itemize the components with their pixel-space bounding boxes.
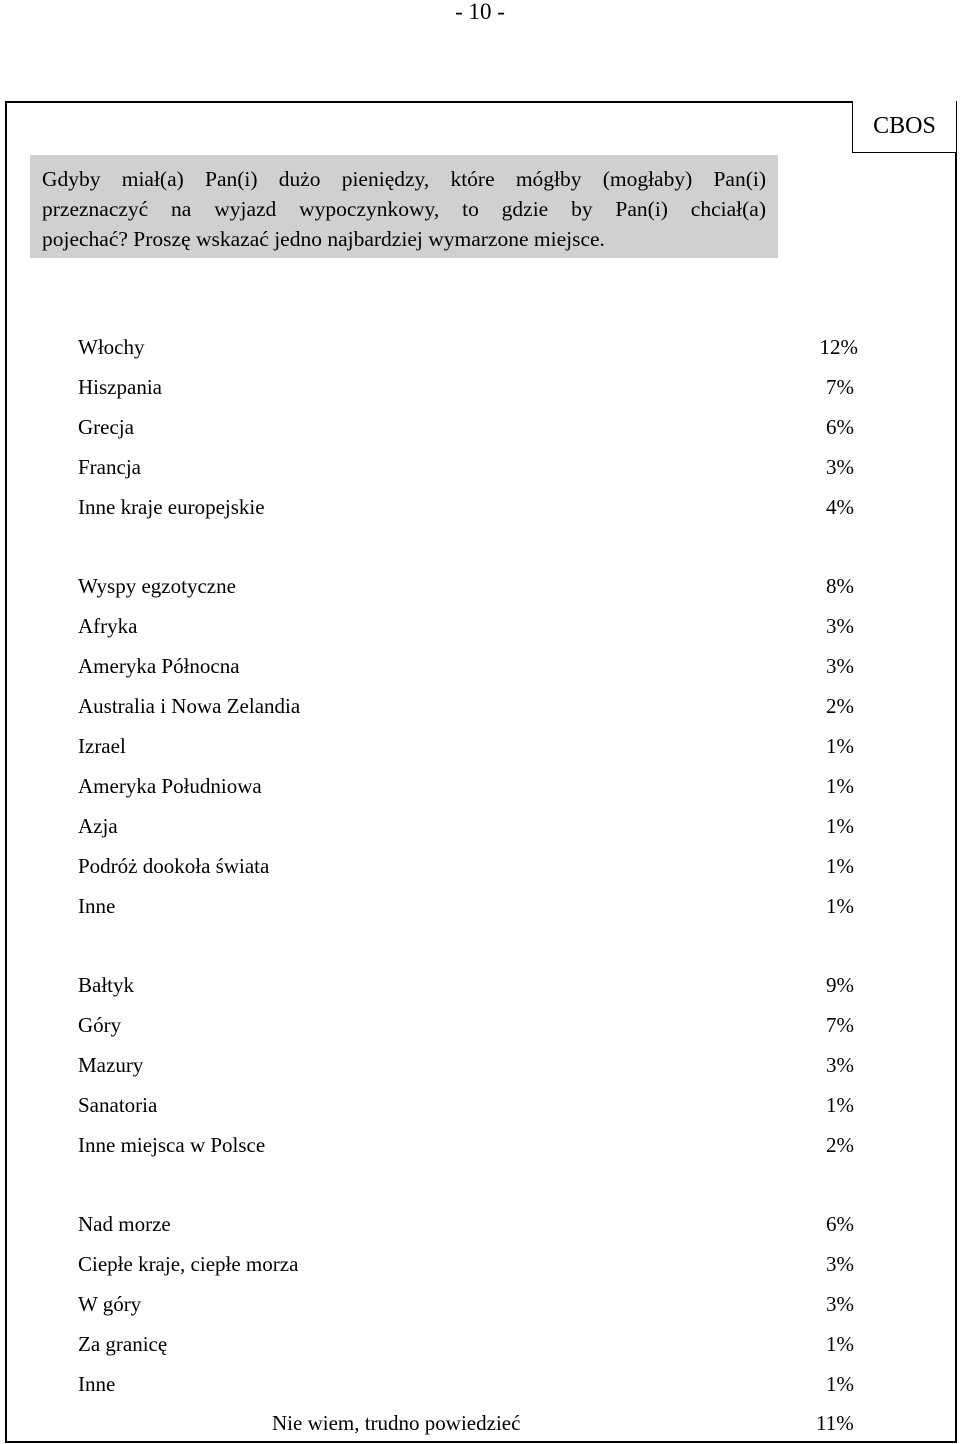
answer-value: 1% bbox=[826, 894, 854, 918]
answer-label: Sanatoria bbox=[78, 1093, 158, 1117]
question-line-1: Gdyby miał(a) Pan(i) dużo pieniędzy, które mógłby (mogłaby) Pan(i) bbox=[42, 167, 766, 191]
answer-label: Za granicę bbox=[78, 1332, 168, 1356]
answer-label: Grecja bbox=[78, 415, 134, 439]
answer-row bbox=[78, 1284, 858, 1324]
answer-value: 12% bbox=[819, 335, 858, 359]
answer-value: 2% bbox=[826, 694, 854, 718]
answer-row bbox=[78, 327, 858, 367]
answers-group-europe bbox=[78, 327, 858, 527]
answer-label: Hiszpania bbox=[78, 375, 162, 399]
answer-value: 8% bbox=[826, 574, 854, 598]
answer-value: 9% bbox=[826, 973, 854, 997]
answer-value: 2% bbox=[826, 1133, 854, 1157]
answer-value: 3% bbox=[826, 1252, 854, 1276]
answer-label: Włochy bbox=[78, 335, 145, 359]
answer-value: 4% bbox=[826, 495, 854, 519]
answer-row bbox=[78, 487, 858, 527]
answer-row bbox=[78, 1324, 858, 1364]
answer-row bbox=[78, 1244, 858, 1284]
answer-row bbox=[78, 1204, 858, 1244]
answer-row bbox=[78, 766, 858, 806]
answer-label: Wyspy egzotyczne bbox=[78, 574, 236, 598]
answer-row bbox=[78, 686, 858, 726]
answer-label: Nad morze bbox=[78, 1212, 171, 1236]
answer-row bbox=[78, 566, 858, 606]
answer-label: Azja bbox=[78, 814, 118, 838]
answer-value: 6% bbox=[826, 415, 854, 439]
answer-row bbox=[78, 407, 858, 447]
answer-row bbox=[78, 1085, 858, 1125]
answer-row bbox=[78, 1005, 858, 1045]
question-line-3: pojechać? Proszę wskazać jedno najbardziej wymarzone miejsce. bbox=[42, 227, 605, 251]
answer-label: Ameryka Południowa bbox=[78, 774, 262, 798]
answer-label: Góry bbox=[78, 1013, 122, 1037]
answer-value: 6% bbox=[826, 1212, 854, 1236]
question-box bbox=[30, 155, 778, 258]
answer-row bbox=[78, 1125, 858, 1165]
answer-row bbox=[78, 447, 858, 487]
answer-label: Ciepłe kraje, ciepłe morza bbox=[78, 1252, 299, 1276]
answer-label: Ameryka Północna bbox=[78, 654, 240, 678]
answer-label: Bałtyk bbox=[78, 973, 134, 997]
answer-value: 3% bbox=[826, 455, 854, 479]
answer-value: 3% bbox=[826, 654, 854, 678]
answer-label: Francja bbox=[78, 455, 141, 479]
page-number: - 10 - bbox=[455, 0, 505, 24]
answer-label: Mazury bbox=[78, 1053, 144, 1077]
answer-label: Inne kraje europejskie bbox=[78, 495, 265, 519]
answer-label: W góry bbox=[78, 1292, 142, 1316]
answer-row bbox=[78, 1045, 858, 1085]
answer-row bbox=[78, 646, 858, 686]
answer-label: Afryka bbox=[78, 614, 138, 638]
answer-value: 1% bbox=[826, 1332, 854, 1356]
answer-row bbox=[78, 1364, 858, 1404]
answer-value: 3% bbox=[826, 1292, 854, 1316]
answer-value: 1% bbox=[826, 774, 854, 798]
answer-label: Inne miejsca w Polsce bbox=[78, 1133, 266, 1157]
question-line-2: przeznaczyć na wyjazd wypoczynkowy, to gdzie by Pan(i) chciał(a) bbox=[42, 197, 766, 221]
answers-group-exotic bbox=[78, 566, 858, 926]
answer-row bbox=[78, 806, 858, 846]
answer-value: 3% bbox=[826, 614, 854, 638]
answers-group-poland bbox=[78, 965, 858, 1165]
answer-value: 1% bbox=[826, 734, 854, 758]
dont-know-row bbox=[0, 1403, 960, 1443]
answer-row bbox=[78, 846, 858, 886]
answer-label: Inne bbox=[78, 894, 116, 918]
answer-label: Izrael bbox=[78, 734, 126, 758]
answer-label: Australia i Nowa Zelandia bbox=[78, 694, 301, 718]
answer-value: 7% bbox=[826, 1013, 854, 1037]
answer-value: 1% bbox=[826, 814, 854, 838]
dont-know-label: Nie wiem, trudno powiedzieć bbox=[272, 1411, 521, 1435]
answer-value: 7% bbox=[826, 375, 854, 399]
answer-value: 1% bbox=[826, 1372, 854, 1396]
answers-group-general bbox=[78, 1204, 858, 1404]
dont-know-value: 11% bbox=[816, 1411, 854, 1435]
source-label: CBOS bbox=[852, 101, 956, 153]
answer-label: Podróż dookoła świata bbox=[78, 854, 270, 878]
answer-value: 1% bbox=[826, 1093, 854, 1117]
answer-value: 3% bbox=[826, 1053, 854, 1077]
answer-row bbox=[78, 367, 858, 407]
answer-row bbox=[78, 726, 858, 766]
answer-row bbox=[78, 965, 858, 1005]
answer-label: Inne bbox=[78, 1372, 116, 1396]
answer-row bbox=[78, 886, 858, 926]
answer-value: 1% bbox=[826, 854, 854, 878]
answer-row bbox=[78, 606, 858, 646]
